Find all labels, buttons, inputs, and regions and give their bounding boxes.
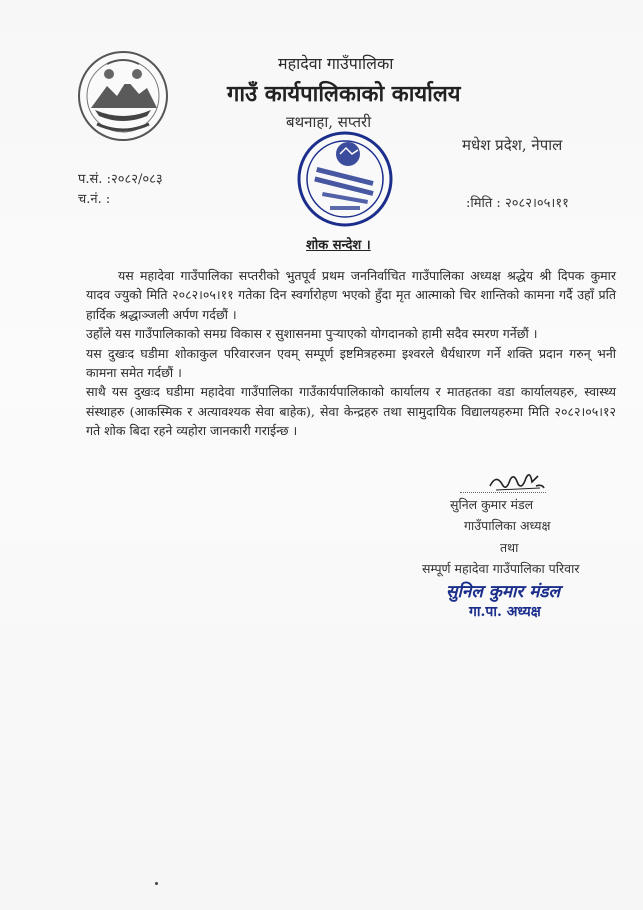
- signatory-title: गाउँपालिका अध्यक्ष: [464, 518, 551, 533]
- signatory-name: सुनिल कुमार मंडल: [450, 497, 534, 512]
- letter-body: [86, 266, 616, 441]
- reference-block: [78, 170, 163, 210]
- signature-line: [460, 492, 546, 493]
- municipality-name: महादेवा गाउँपालिका: [278, 54, 394, 73]
- paper-speck: [155, 882, 158, 885]
- nepal-emblem-icon: [77, 50, 169, 142]
- signatory-conjunction: तथा: [500, 540, 519, 555]
- province-label: मधेश प्रदेश, नेपाल: [462, 136, 563, 154]
- dispatch-number: च.नं. :: [78, 192, 111, 207]
- body-paragraph-3: यस दुखःद घडीमा शोकाकुल परिवारजन एवम् सम्पूर्ण इष्टमित्रहरुमा इश्वरले धैर्यधारण गर्ने शक्ति प्रदान गरुन् भनी कामना समेत गर्दछौं ।: [86, 345, 616, 381]
- body-paragraph-4: साथै यस दुखःद घडीमा महादेवा गाउँपालिका गाउँकार्यपालिकाको कार्यालय र मातहतका वडा कार्यालयहरु, स्वास्थ्य संस्थाहरु (आकस्मिक र अत्यावश्यक सेवा बाहेक), सेवा केन्द्रहरु तथा सामुदायिक विद्यालयहरुमा मिति २०८२।०५।१२ गते शोक बिदा रहने व्यहोरा जानकारी गराईन्छ ।: [86, 384, 616, 439]
- office-seal-stamp: [296, 130, 394, 228]
- office-address: बथनाहा, सप्तरी: [286, 113, 372, 131]
- letter-date: :मिति : २०८२।०५।११: [466, 196, 569, 211]
- body-paragraph-2: उहाँले यस गाउँपालिकाको समग्र विकास र सुशासनमा पुऱ्याएको योगदानको हामी सदैव स्मरण गर्नेछौं ।: [86, 326, 538, 342]
- letter-number: प.सं. :२०८२/०८३: [78, 172, 163, 187]
- title-stamp: गा.पा. अध्यक्ष: [469, 604, 541, 620]
- letter-subject: शोक सन्देश ।: [306, 238, 371, 253]
- body-paragraph-1: यस महादेवा गाउँपालिका सप्तरीको भुतपूर्व प्रथम जननिर्वाचित गाउँपालिका अध्यक्ष श्रद्धेय श्री दिपक कुमार यादव ज्युको मिति २०८२।०५।११ गतेका दिन स्वर्गारोहण भएको हुँदा मृत आत्माको चिर शान्तिको कामना गर्दै उहाँ प्रति हार्दिक श्रद्धाञ्जली अर्पण गर्दछौं ।: [86, 268, 616, 322]
- signatory-family: सम्पूर्ण महादेवा गाउँपालिका परिवार: [422, 561, 580, 576]
- name-stamp: सुनिल कुमार मंडल: [446, 582, 561, 602]
- office-title: गाउँ कार्यपालिकाको कार्यालय: [227, 81, 461, 107]
